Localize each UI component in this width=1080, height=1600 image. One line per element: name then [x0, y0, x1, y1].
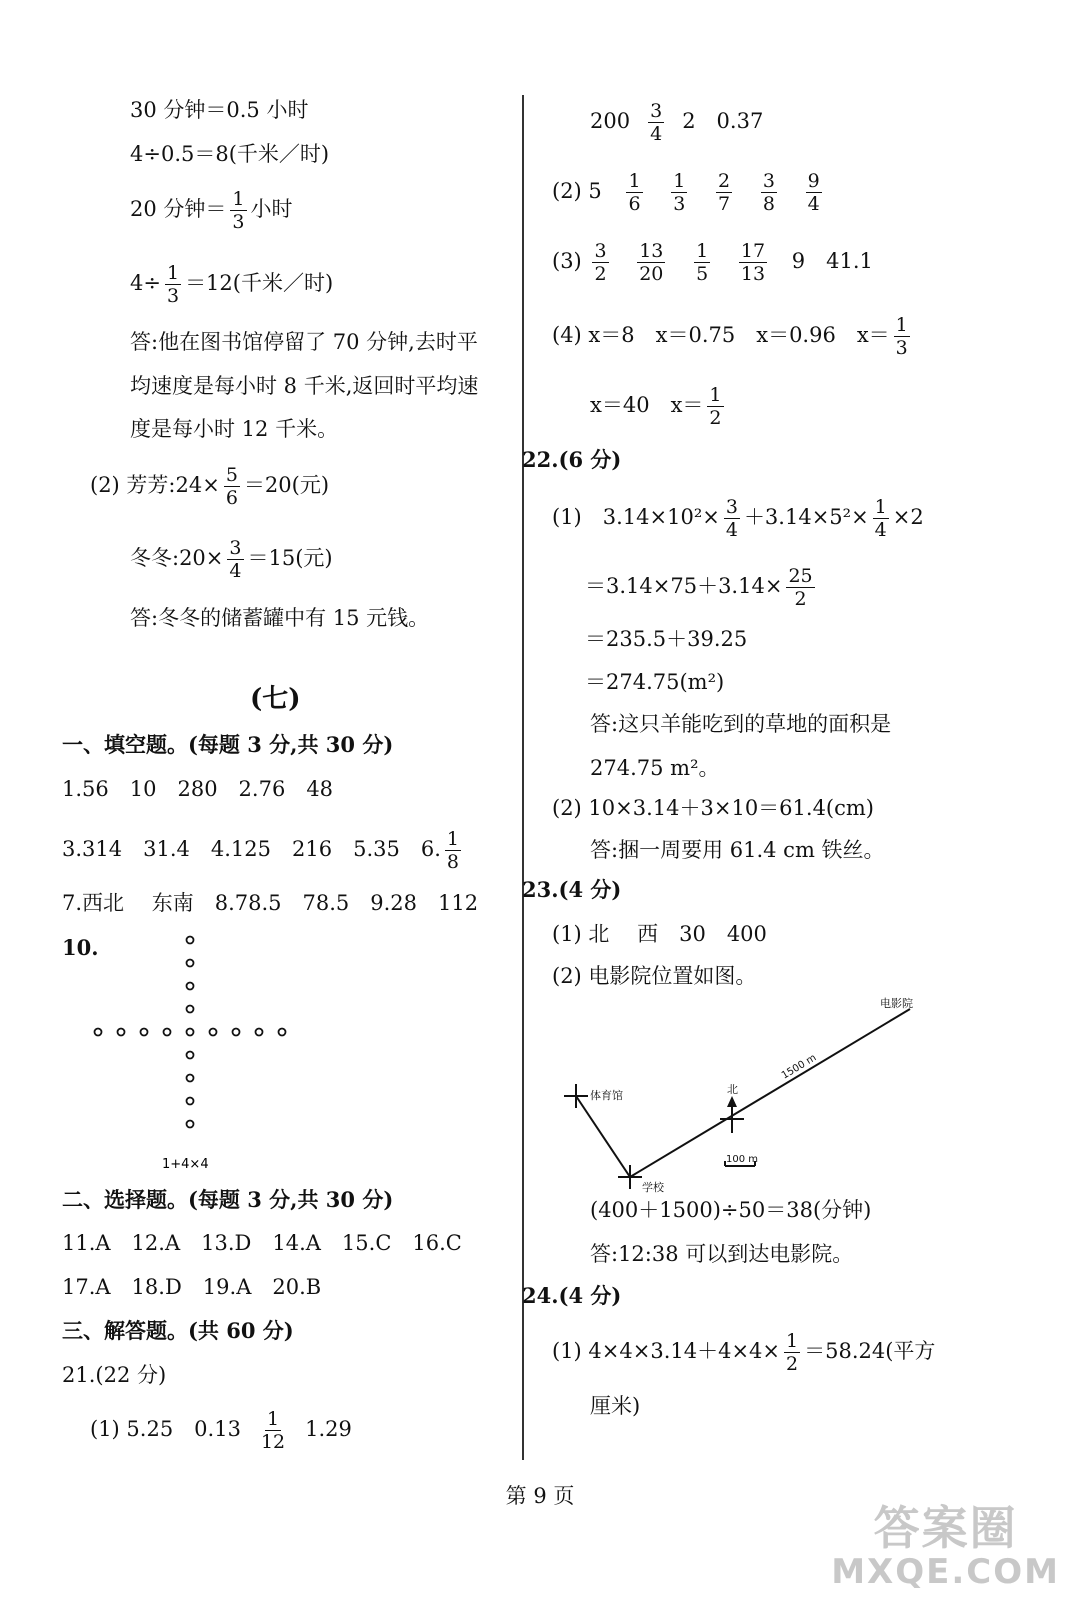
- question-22-answer-2: 274.75 m²。: [590, 756, 720, 780]
- map-label-school: 学校: [642, 1181, 664, 1194]
- section-2-heading: 二、选择题。(每题 3 分,共 30 分): [62, 1187, 394, 1212]
- fraction: $\frac{1}{3}$: [166, 262, 180, 307]
- answer-1-line-3: 度是每小时 12 千米。: [130, 417, 339, 441]
- section-3-heading: 三、解答题。(共 60 分): [62, 1318, 294, 1343]
- question-21-label: 21.(22 分): [62, 1363, 167, 1387]
- map-label-gym: 体育馆: [590, 1089, 623, 1102]
- question-22-line-1: (1) 3.14×10²× $\frac{3}{4}$ ＋3.14×5²× $\frac{1}{4}$ ×2: [552, 496, 924, 541]
- pattern-dot: [187, 960, 194, 967]
- question-22-answer-3: 答:捆一周要用 61.4 cm 铁丝。: [590, 838, 885, 862]
- question-24-label: 24.(4 分): [522, 1283, 622, 1308]
- part-2-fangfang: (2) 芳芳:24× $\frac{5}{6}$ ＝20(元): [90, 464, 330, 509]
- question-24-line-1: (1) 4×4×3.14＋4×4× $\frac{1}{2}$ ＝58.24(平方: [552, 1330, 936, 1375]
- fill-answers-3: 3.314 31.4 4.125 216 5.35 6. $\frac{1}{8}$: [62, 828, 459, 873]
- right-line-4: (4) x＝8 x＝0.75 x＝0.96 x＝ $\frac{1}{3}$: [552, 314, 908, 359]
- school-to-gym-line: [576, 1096, 630, 1177]
- fraction: $\frac{1}{3}$: [895, 314, 908, 359]
- pattern-dot: [279, 1029, 286, 1036]
- choice-answers-1: 11.A 12.A 13.D 14.A 15.C 16.C: [62, 1231, 462, 1255]
- answer-1-line-1: 答:他在图书馆停留了 70 分钟,去时平: [130, 330, 478, 354]
- fraction: $\frac{1}{8}$: [446, 828, 459, 873]
- line-speed-1: 4÷0.5＝8(千米／时): [130, 142, 330, 166]
- fraction: $\frac{3}{8}$: [762, 170, 775, 215]
- question-22-line-3: ＝235.5＋39.25: [585, 627, 748, 651]
- pattern-dot: [187, 983, 194, 990]
- dot-pattern-figure: [80, 930, 320, 1175]
- question-24-line-2: 厘米): [590, 1394, 641, 1418]
- pattern-dot: [187, 1098, 194, 1105]
- page-number: 第 9 页: [505, 1484, 575, 1508]
- question-23-part-2: (2) 电影院位置如图。: [552, 964, 757, 988]
- fraction: $\frac{1}{2}$: [709, 384, 722, 429]
- answer-2: 答:冬冬的储蓄罐中有 15 元钱。: [130, 606, 430, 630]
- pattern-dot: [187, 1052, 194, 1059]
- fraction: $\frac{3}{2}$: [594, 240, 607, 285]
- right-line-1: 200 $\frac{3}{4}$ 2 0.37: [590, 100, 764, 145]
- section-title: (七): [250, 684, 301, 714]
- school-to-cinema-line: [630, 1009, 910, 1177]
- answer-1-line-2: 均速度是每小时 8 千米,返回时平均速: [130, 374, 479, 398]
- question-23-label: 23.(4 分): [522, 877, 622, 902]
- line-30min: 30 分钟＝0.5 小时: [130, 98, 309, 122]
- question-10-label: 10.: [62, 935, 99, 960]
- pattern-dot: [141, 1029, 148, 1036]
- fraction: $\frac{1}{2}$: [786, 1330, 799, 1375]
- question-23-calc: (400＋1500)÷50＝38(分钟): [590, 1198, 872, 1222]
- pattern-dot: [210, 1029, 217, 1036]
- fill-answers-1: 1.56 10 280 2.76 48: [62, 777, 334, 801]
- fraction: $\frac{2}{7}$: [718, 170, 731, 215]
- question-22-answer-1: 答:这只羊能吃到的草地的面积是: [590, 712, 892, 736]
- fraction: $\frac{1}{3}$: [673, 170, 686, 215]
- column-divider: [522, 95, 524, 1460]
- fraction: $\frac{13}{20}$: [639, 240, 664, 285]
- figure-caption: 1+4×4: [162, 1157, 209, 1172]
- fraction: $\frac{1}{12}$: [260, 1408, 286, 1453]
- north-arrow-icon: [727, 1096, 737, 1107]
- part-2-dongdong: 冬冬:20× $\frac{3}{4}$ ＝15(元): [130, 537, 333, 582]
- map-scale-label: 100 m: [726, 1154, 759, 1165]
- pattern-dot: [95, 1029, 102, 1036]
- question-21-part-1: (1) 5.25 0.13 $\frac{1}{12}$ 1.29: [90, 1408, 352, 1453]
- choice-answers-2: 17.A 18.D 19.A 20.B: [62, 1275, 322, 1299]
- pattern-dot: [256, 1029, 263, 1036]
- right-line-2: (2) 5 $\frac{1}{6}$ $\frac{1}{3}$ $\frac{2}{7}$ $\frac{3}{8}$ $\frac{9}{4}$: [552, 170, 820, 215]
- fraction: $\frac{9}{4}$: [807, 170, 820, 215]
- fraction: $\frac{5}{6}$: [225, 464, 238, 509]
- fraction: $\frac{3}{4}$: [725, 496, 738, 541]
- fraction: $\frac{17}{13}$: [740, 240, 766, 285]
- right-line-3: (3) $\frac{3}{2}$ $\frac{13}{20}$ $\frac{1}{5}$ $\frac{17}{13}$ 9 41.1: [552, 240, 873, 285]
- fraction: $\frac{25}{2}$: [788, 565, 813, 610]
- pattern-dot: [187, 1029, 194, 1036]
- question-22-label: 22.(6 分): [522, 447, 622, 472]
- map-label-north: 北: [727, 1083, 738, 1096]
- fraction: $\frac{1}{5}$: [696, 240, 709, 285]
- pattern-dot: [187, 1121, 194, 1128]
- question-23-answer: 答:12:38 可以到达电影院。: [590, 1242, 854, 1266]
- pattern-dot: [187, 1075, 194, 1082]
- fraction: $\frac{3}{4}$: [229, 537, 242, 582]
- pattern-dot: [187, 937, 194, 944]
- watermark-logo: 答案圈 MXQE.COM: [831, 1501, 1060, 1592]
- question-22-line-2: ＝3.14×75＋3.14× $\frac{25}{2}$: [585, 565, 813, 610]
- pattern-dot: [233, 1029, 240, 1036]
- fraction: $\frac{1}{6}$: [628, 170, 641, 215]
- fraction: $\frac{3}{4}$: [650, 100, 663, 145]
- fraction: $\frac{1}{3}$: [232, 188, 245, 233]
- fill-answers-7: 7.西北 东南 8.78.5 78.5 9.28 112: [62, 891, 479, 915]
- line-20min: 20 分钟＝ $\frac{1}{3}$ 小时: [130, 188, 293, 233]
- line-speed-2: 4÷ $\frac{1}{3}$ ＝12(千米／时): [130, 262, 334, 307]
- pattern-dot: [164, 1029, 171, 1036]
- question-22-line-4: ＝274.75(m²): [585, 670, 725, 694]
- fraction: $\frac{1}{4}$: [874, 496, 887, 541]
- map-label-cinema: 电影院: [880, 997, 913, 1010]
- section-1-heading: 一、填空题。(每题 3 分,共 30 分): [62, 732, 394, 757]
- question-22-part-2: (2) 10×3.14＋3×10＝61.4(cm): [552, 796, 874, 820]
- pattern-dot: [187, 1006, 194, 1013]
- location-map-figure: [550, 995, 950, 1195]
- question-23-part-1: (1) 北 西 30 400: [552, 922, 767, 946]
- pattern-dot: [118, 1029, 125, 1036]
- right-line-5: x＝40 x＝ $\frac{1}{2}$: [590, 384, 722, 429]
- map-distance-label: 1500 m: [779, 1052, 819, 1082]
